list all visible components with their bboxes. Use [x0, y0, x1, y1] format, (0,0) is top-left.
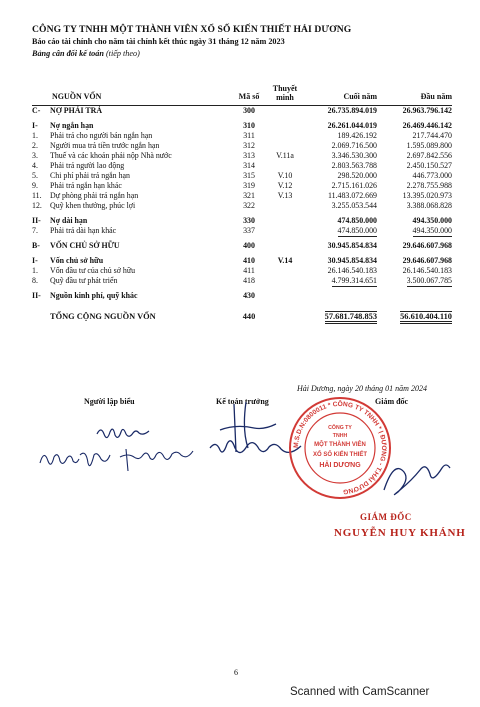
start-value: 26.146.540.183	[402, 266, 452, 275]
row-label: Vốn chủ sở hữu	[50, 256, 104, 265]
cell-start	[377, 131, 452, 141]
row-label: Thuế và các khoản phải nộp Nhà nước	[50, 151, 172, 160]
cell-end	[302, 141, 377, 151]
cell-start	[377, 266, 452, 276]
director-signature	[376, 450, 456, 502]
table-row	[32, 161, 452, 171]
end-value: 2.803.563.788	[331, 161, 377, 170]
svg-text:MỘT THÀNH VIÊN: MỘT THÀNH VIÊN	[314, 442, 366, 448]
row-note	[268, 291, 302, 301]
row-index: 9.	[32, 181, 38, 190]
row-index: I-	[32, 256, 38, 265]
total-code: 440	[242, 312, 256, 321]
start-value: 29.646.607.968	[402, 256, 452, 265]
table-body	[32, 106, 452, 323]
cell-end	[302, 171, 377, 181]
table-row	[32, 256, 452, 266]
accountant-role: Kế toán trưởng	[216, 397, 269, 406]
total-start	[377, 311, 452, 322]
row-note: V.11a	[276, 151, 294, 160]
cell-start	[377, 201, 452, 211]
cell-start	[377, 256, 452, 266]
row-code: 337	[243, 226, 255, 235]
cell-end	[302, 131, 377, 141]
cell-end	[302, 216, 377, 226]
row-index: 12.	[32, 201, 42, 210]
svg-text:XỔ SỐ KIẾN THIẾT: XỔ SỐ KIẾN THIẾT	[312, 452, 368, 458]
start-value: 26.469.446.142	[402, 121, 452, 130]
report-title: Báo cáo tài chính cho năm tài chính kết thúc ngày 31 tháng 12 năm 2023	[32, 37, 285, 46]
total-end-value: 57.681.748.853	[325, 311, 377, 324]
row-index: 3.	[32, 151, 38, 160]
row-index: II-	[32, 291, 41, 300]
cell-end	[302, 201, 377, 211]
row-index: 1.	[32, 266, 38, 275]
row-note: V.13	[277, 191, 293, 200]
row-code: 410	[243, 256, 255, 265]
row-code: 313	[243, 151, 255, 160]
table-row	[32, 141, 452, 151]
end-value: 26.261.044.019	[327, 121, 377, 130]
table-row	[32, 216, 452, 226]
row-note	[268, 131, 302, 141]
table-row	[32, 276, 452, 286]
table-row	[32, 151, 452, 161]
row-code: 400	[243, 241, 255, 250]
row-code: 319	[243, 181, 255, 190]
cell-start	[377, 226, 452, 236]
cell-start	[377, 151, 452, 161]
cell-end	[302, 181, 377, 191]
row-note	[268, 276, 302, 286]
cell-end	[302, 191, 377, 201]
end-value: 298.520.000	[337, 171, 377, 180]
row-note: V.12	[277, 181, 293, 190]
start-value: 1.595.089.800	[406, 141, 452, 150]
total-row	[32, 311, 452, 322]
svg-text:M.S.D.N:0800011 * CÔNG TY TNHH: M.S.D.N:0800011 * CÔNG TY TNHH * Ị ĐƯƠNG - T.HẢI DƯƠNG	[292, 400, 388, 495]
row-label: Quỹ khen thưởng, phúc lợi	[50, 201, 136, 210]
end-value: 3.255.053.544	[331, 201, 377, 210]
row-index: 8.	[32, 276, 38, 285]
cell-start	[377, 141, 452, 151]
col-note: Thuyết minh	[268, 84, 302, 106]
end-value: 30.945.854.834	[327, 241, 377, 250]
row-note: V.10	[277, 171, 293, 180]
row-code: 315	[243, 171, 255, 180]
cell-start	[377, 216, 452, 226]
cell-end	[302, 161, 377, 171]
row-label: Phải trả dài hạn khác	[50, 226, 117, 235]
col-source: NGUỒN VỐN	[50, 84, 230, 106]
sheet-title	[32, 49, 140, 58]
table-row	[32, 171, 452, 181]
col-code: Mã số	[230, 84, 268, 106]
cell-start	[377, 276, 452, 286]
start-value: 2.697.842.556	[406, 151, 452, 160]
row-code: 300	[243, 106, 255, 115]
row-label: VỐN CHỦ SỞ HỮU	[50, 241, 120, 250]
table-row	[32, 226, 452, 236]
director-role: Giám đốc	[375, 397, 409, 406]
cell-end	[302, 276, 377, 286]
balance-sheet-table	[32, 84, 452, 322]
cell-end	[302, 256, 377, 266]
director-title: GIÁM ĐỐC	[360, 512, 412, 522]
row-note	[268, 241, 302, 251]
company-name: CÔNG TY TNHH MỘT THÀNH VIÊN XỔ SỐ KIẾN THIẾT HẢI DƯƠNG	[32, 24, 352, 35]
start-value: 26.963.796.142	[402, 106, 452, 115]
row-label: Phải trả cho người bán ngắn hạn	[50, 131, 153, 140]
start-value: 13.395.020.973	[402, 191, 452, 200]
table-row	[32, 106, 452, 117]
row-index: II-	[32, 216, 41, 225]
end-value: 474.850.000	[337, 226, 377, 235]
row-code: 418	[243, 276, 255, 285]
row-label: Nợ dài hạn	[50, 216, 88, 225]
table-row	[32, 266, 452, 276]
row-note: V.14	[277, 256, 293, 265]
row-index: 2.	[32, 141, 38, 150]
cell-end	[302, 291, 377, 301]
row-index: 11.	[32, 191, 42, 200]
end-value: 26.146.540.183	[327, 266, 377, 275]
row-code: 330	[243, 216, 255, 225]
table-row	[32, 241, 452, 251]
row-index: C-	[32, 106, 41, 115]
preparer-initial-signature	[94, 422, 158, 446]
table-row	[32, 181, 452, 191]
row-code: 314	[243, 161, 255, 170]
row-code: 311	[243, 131, 255, 140]
preparer-role: Người lập biểu	[84, 397, 135, 406]
row-note	[268, 226, 302, 236]
row-label: Phải trả ngắn hạn khác	[50, 181, 122, 190]
end-value: 2.715.161.026	[331, 181, 377, 190]
cell-start	[377, 171, 452, 181]
start-value: 29.646.607.968	[402, 241, 452, 250]
cell-end	[302, 266, 377, 276]
cell-start	[377, 241, 452, 251]
end-value: 474.850.000	[337, 216, 377, 225]
total-end	[302, 311, 377, 322]
total-label: TỔNG CỘNG NGUỒN VỐN	[50, 312, 156, 321]
end-value: 3.346.530.300	[331, 151, 377, 160]
cell-start	[377, 181, 452, 191]
svg-text:CÔNG TY: CÔNG TY	[328, 425, 352, 431]
row-label: Vốn đầu tư của chủ sở hữu	[50, 266, 136, 275]
row-label: Quỹ đầu tư phát triển	[50, 276, 118, 285]
row-label: NỢ PHẢI TRẢ	[50, 106, 103, 115]
col-start: Đầu năm	[377, 84, 452, 106]
cell-end	[302, 106, 377, 117]
row-code: 312	[243, 141, 255, 150]
cell-start	[377, 291, 452, 301]
start-value: 2.278.755.988	[406, 181, 452, 190]
start-value: 3.500.067.785	[406, 276, 452, 285]
table-header	[32, 84, 452, 106]
end-value: 189.426.192	[337, 131, 377, 140]
cell-start	[377, 106, 452, 117]
cell-start	[377, 161, 452, 171]
start-value: 494.350.000	[412, 216, 452, 225]
row-index: B-	[32, 241, 40, 250]
end-value: 4.799.314.651	[331, 276, 377, 285]
row-index: 1.	[32, 131, 38, 140]
row-index: I-	[32, 121, 38, 130]
director-name: NGUYỄN HUY KHÁNH	[334, 527, 466, 539]
end-value: 26.735.894.019	[327, 106, 377, 115]
row-note	[268, 161, 302, 171]
row-label: Nguồn kinh phí, quỹ khác	[50, 291, 138, 300]
row-index: 5.	[32, 171, 38, 180]
row-note	[268, 201, 302, 211]
row-note	[268, 216, 302, 226]
svg-text:HẢI DƯƠNG: HẢI DƯƠNG	[319, 462, 361, 469]
start-value: 494.350.000	[412, 226, 452, 235]
table-row	[32, 201, 452, 211]
row-note	[268, 106, 302, 117]
row-label: Người mua trả tiền trước ngắn hạn	[50, 141, 160, 150]
cell-start	[377, 191, 452, 201]
page-number: 6	[234, 668, 238, 677]
cell-end	[302, 226, 377, 236]
total-start-value: 56.610.404.110	[400, 311, 452, 324]
row-label: Chi phí phải trả ngắn hạn	[50, 171, 130, 180]
row-index: 7.	[32, 226, 38, 235]
row-label: Phải trả người lao động	[50, 161, 125, 170]
cell-end	[302, 151, 377, 161]
sheet-note: (tiếp theo)	[103, 49, 140, 58]
row-code: 310	[243, 121, 255, 130]
table-row	[32, 191, 452, 201]
end-value: 2.069.716.500	[331, 141, 377, 150]
signature-date: Hải Dương, ngày 20 tháng 01 năm 2024	[297, 384, 427, 393]
row-note	[268, 141, 302, 151]
row-code: 411	[243, 266, 255, 275]
start-value: 2.450.150.527	[406, 161, 452, 170]
start-value: 217.744.470	[412, 131, 452, 140]
row-label: Dự phòng phải trả ngắn hạn	[50, 191, 139, 200]
start-value: 446.773.000	[412, 171, 452, 180]
table-row	[32, 121, 452, 131]
row-code: 322	[243, 201, 255, 210]
end-value: 11.483.072.669	[327, 191, 377, 200]
row-note	[268, 266, 302, 276]
svg-text:TNHH: TNHH	[332, 433, 348, 439]
cell-end	[302, 121, 377, 131]
start-value: 3.388.068.828	[406, 201, 452, 210]
row-code: 430	[243, 291, 255, 300]
preparer-name-signature	[36, 445, 214, 475]
row-note	[268, 121, 302, 131]
cell-start	[377, 121, 452, 131]
col-end: Cuối năm	[302, 84, 377, 106]
table-row	[32, 131, 452, 141]
table-row	[32, 291, 452, 301]
row-label: Nợ ngắn hạn	[50, 121, 94, 130]
cell-end	[302, 241, 377, 251]
row-code: 321	[243, 191, 255, 200]
scanner-watermark: Scanned with CamScanner	[290, 686, 430, 698]
row-index: 4.	[32, 161, 38, 170]
end-value: 30.945.854.834	[327, 256, 377, 265]
sheet-name: Bảng cân đối kế toán	[32, 49, 104, 58]
